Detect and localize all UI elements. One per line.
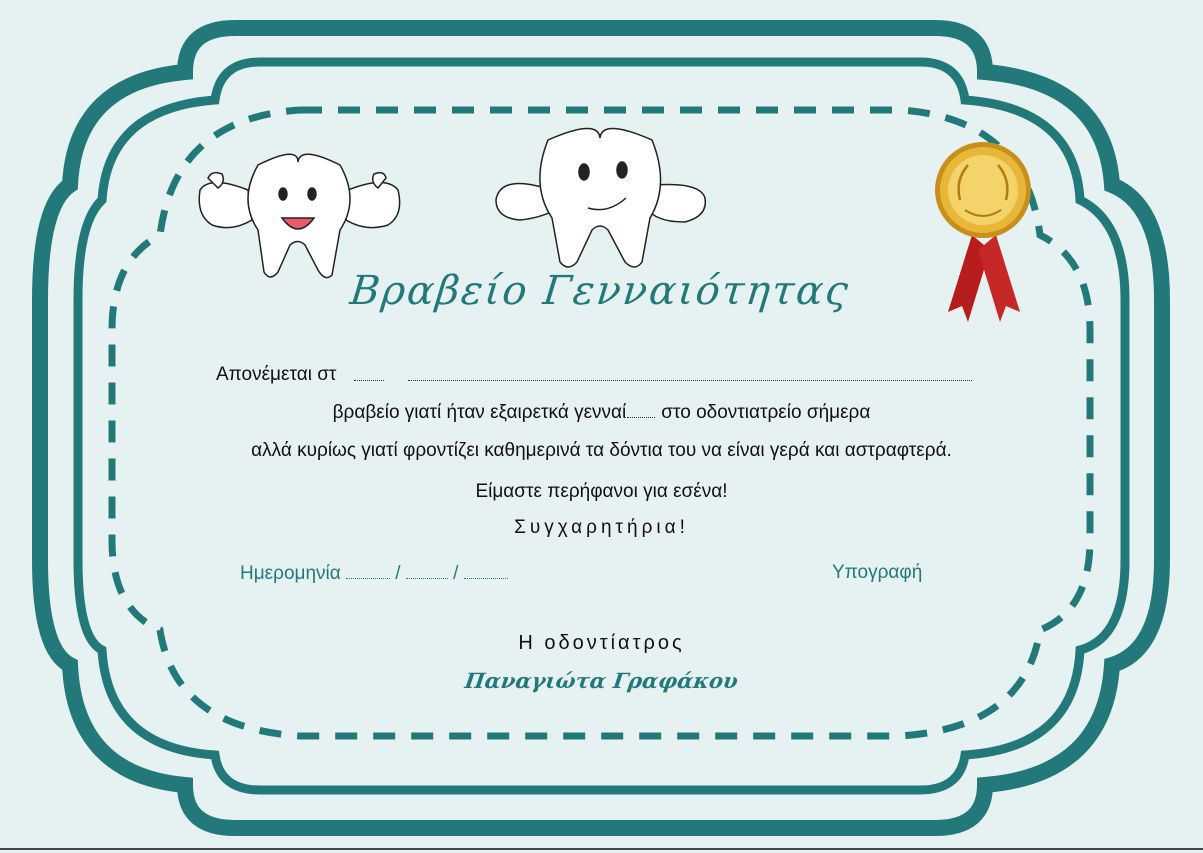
awarded-to-label: Απονέμεται στ [216, 364, 337, 385]
date-separator: / [395, 563, 401, 584]
bravery-suffix-blank[interactable] [627, 417, 655, 418]
date-day-blank[interactable] [346, 578, 390, 579]
dentist-label: Η οδοντίατρος [518, 632, 685, 654]
date-month-blank[interactable] [406, 578, 448, 579]
reason-suffix: στο οδοντιατρείο σήμερα [661, 402, 871, 423]
reason-prefix: βραβείο γιατί ήταν εξαιρετκά γενναί [332, 402, 627, 423]
flexing-tooth-icon [199, 154, 399, 277]
date-field [240, 563, 508, 585]
dentist-name: Παναγιώτα Γραφάκου [463, 668, 740, 693]
gender-suffix-blank[interactable] [354, 380, 384, 381]
certificate-title: Βραβείο Γενναιότητας [347, 268, 853, 314]
reason-line-2: αλλά κυρίως γιατί φροντίζει καθημερινά τα δόντια του να είναι γερά και αστραφτερά. [251, 440, 952, 461]
proud-text: Είμαστε περήφανοι για εσένα! [475, 481, 728, 502]
reason-line [150, 402, 1053, 424]
congrats-text: Συγχαρητήρια! [514, 517, 689, 538]
thumbs-up-tooth-icon [496, 128, 705, 267]
bottom-divider [0, 848, 1203, 850]
date-label: Ημερομηνία [240, 563, 341, 584]
date-year-blank[interactable] [464, 578, 508, 579]
date-separator-2: / [453, 563, 459, 584]
recipient-name-blank[interactable] [408, 380, 972, 381]
signature-label: Υπογραφή [832, 562, 923, 583]
